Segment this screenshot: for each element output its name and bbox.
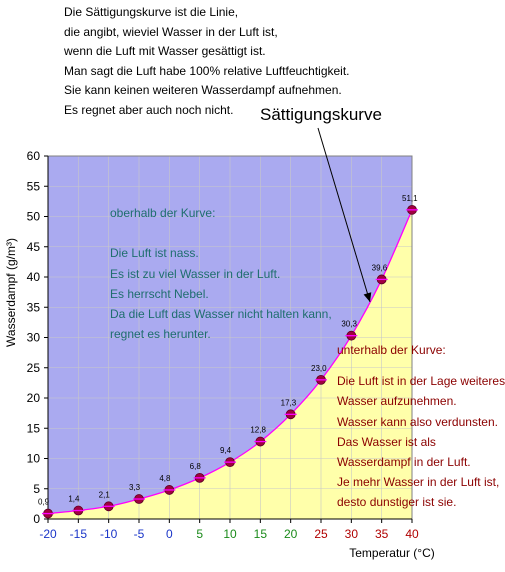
note-above-curve: [110, 203, 332, 344]
y-tick-label: 15: [26, 421, 40, 436]
x-tick-label: 40: [405, 527, 419, 541]
intro-line: die angibt, wieviel Wasser in der Luft ist,: [64, 24, 278, 39]
note-below-line: Wasserdampf in der Luft.: [337, 455, 471, 470]
x-tick-label: -5: [133, 527, 145, 541]
data-label: 23,0: [311, 363, 327, 373]
y-tick-label: 30: [26, 330, 40, 345]
note-above-line: oberhalb der Kurve:: [110, 206, 216, 220]
y-tick-label: 5: [33, 481, 40, 496]
x-tick-label: 30: [344, 527, 359, 541]
y-tick-label: 55: [26, 179, 40, 194]
note-below-line: desto dunstiger ist sie.: [337, 495, 457, 510]
data-label: 4,8: [159, 473, 171, 483]
x-tick-label: 35: [374, 527, 389, 541]
data-label: 12,8: [250, 425, 266, 435]
note-above-line: [110, 223, 332, 243]
y-tick-label: 50: [26, 209, 40, 224]
note-below-line: Die Luft ist in der Lage weiteres: [337, 374, 505, 389]
x-tick-label: 20: [283, 527, 298, 541]
y-tick-label: 45: [26, 239, 40, 254]
data-label: 39,6: [371, 263, 388, 273]
note-above-line: Die Luft ist nass.: [110, 246, 199, 261]
data-label: 17,3: [280, 398, 297, 408]
y-tick-label: 35: [26, 300, 40, 315]
note-below-curve: [337, 340, 505, 513]
x-tick-label: 15: [253, 527, 268, 541]
note-below-line: unterhalb der Kurve:: [337, 343, 446, 357]
intro-line: Man sagt die Luft habe 100% relative Luftfeuchtigkeit.: [64, 63, 350, 78]
x-tick-label: -20: [39, 527, 57, 541]
note-below-line: Wasser aufzunehmen.: [337, 394, 457, 409]
y-tick-label: 40: [26, 270, 40, 284]
note-below-line: Wasser kann also verdunsten.: [337, 414, 498, 429]
curve-label: Sättigungskurve: [260, 105, 382, 124]
data-label: 3,3: [129, 483, 141, 493]
x-tick-label: 5: [196, 527, 204, 541]
y-axis-title: Wasserdampf (g/m³): [4, 238, 18, 347]
note-above-line: regnet es herunter.: [110, 327, 211, 342]
note-above-line: Da die Luft das Wasser nicht halten kann,: [110, 307, 332, 322]
data-label: 6,8: [189, 461, 201, 471]
x-tick-label: -10: [99, 527, 118, 541]
x-tick-label: -15: [69, 527, 88, 541]
x-axis-title: Temperatur (°C): [349, 546, 435, 560]
y-tick-label: 25: [26, 360, 40, 375]
data-label: 2,1: [98, 490, 110, 500]
intro-line: Die Sättigungskurve ist die Linie,: [64, 5, 239, 19]
x-tick-label: 0: [165, 527, 173, 541]
note-below-line: Das Wasser ist als: [337, 434, 436, 449]
x-tick-label: 25: [314, 527, 328, 541]
note-above-line: Es herrscht Nebel.: [110, 286, 209, 301]
data-label: 9,4: [220, 446, 232, 456]
data-label: 51,1: [402, 193, 418, 203]
note-above-line: Es ist zu viel Wasser in der Luft.: [110, 266, 281, 281]
y-tick-label: 20: [26, 391, 40, 405]
note-below-line: Je mehr Wasser in der Luft ist,: [337, 475, 500, 490]
y-tick-label: 0: [33, 512, 40, 526]
data-label: 30,3: [341, 319, 357, 329]
intro-line: Sie kann keinen weiteren Wasserdampf aufnehmen.: [64, 83, 342, 97]
y-tick-label: 60: [26, 149, 40, 163]
intro-line: Es regnet aber auch noch nicht.: [64, 102, 234, 117]
intro-line: wenn die Luft mit Wasser gesättigt ist.: [64, 44, 266, 58]
x-tick-label: 10: [223, 527, 237, 541]
data-label: 1,4: [68, 494, 80, 504]
data-label: 0,9: [38, 497, 50, 507]
y-tick-label: 10: [26, 451, 40, 466]
